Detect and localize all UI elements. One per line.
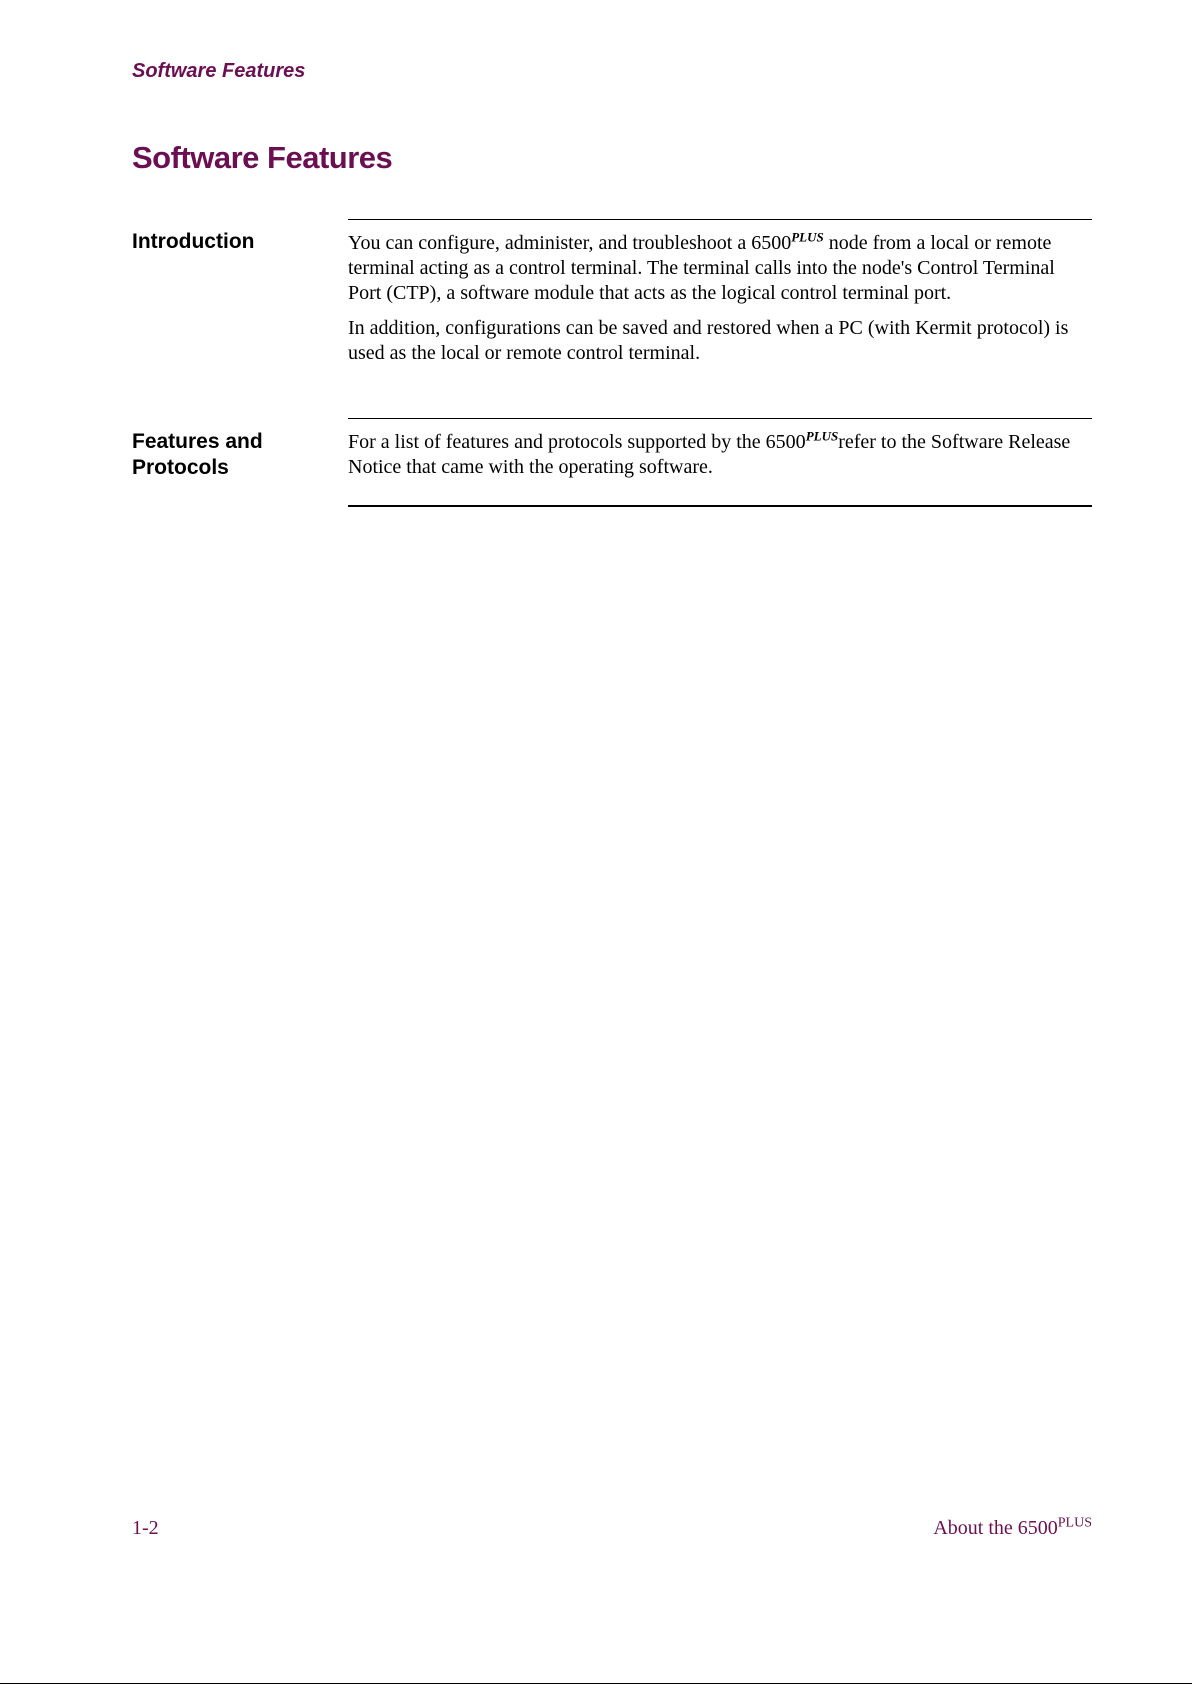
features-paragraph-1: For a list of features and protocols supported by the $6500^{PLUS}refer$ to the Software Release Notice that came with the operating software. <box>348 428 1071 478</box>
end-of-section-rule <box>348 505 1092 507</box>
section-label-introduction: Introduction <box>132 230 255 253</box>
section-label-features-protocols: Features and Protocols <box>132 430 263 479</box>
page-title: Software Features <box>132 140 393 175</box>
footer-page-number: 1-2 <box>132 1517 159 1539</box>
section-body-features-protocols <box>348 430 1092 490</box>
page-bottom-border <box>0 1683 1192 1684</box>
intro-paragraph-1: You can configure, administer, and troubleshoot a $6500^{PLUS}$ node from a local or remote terminal acting as a control terminal. The terminal calls into the node's Control Terminal Port (CTP), a software module that acts as the logical control terminal port. <box>348 229 1055 304</box>
section-divider <box>348 219 1092 220</box>
section-divider <box>348 418 1092 419</box>
intro-paragraph-2: In addition, configurations can be saved and restored when a PC (with Kermit protocol) is used as the local or remote control terminal. <box>348 317 1069 364</box>
section-body-introduction <box>348 231 1092 376</box>
footer-book-title: About the $6500^{PLUS}$ <box>933 1515 1092 1539</box>
running-header: Software Features <box>132 60 306 82</box>
